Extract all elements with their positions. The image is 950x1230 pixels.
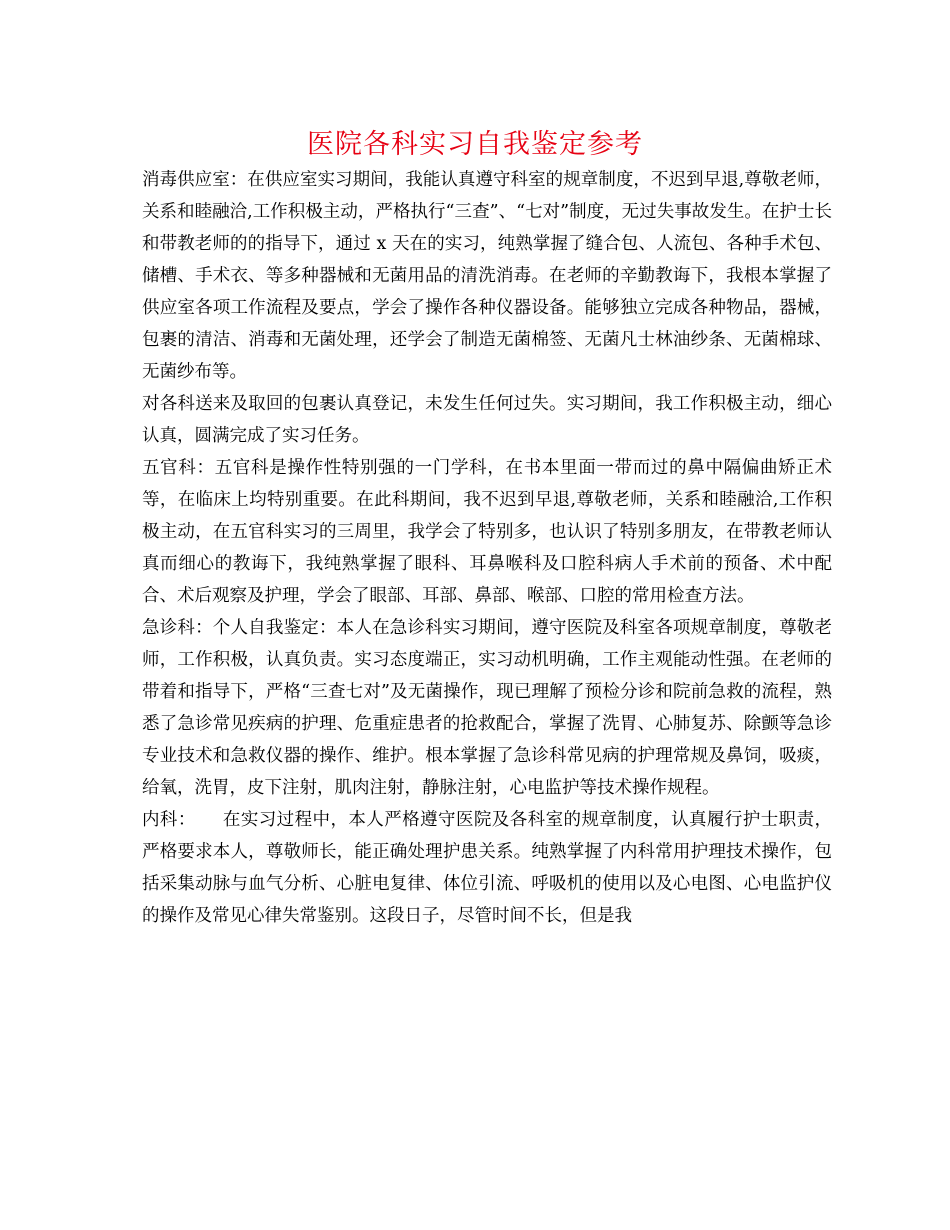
paragraph-emergency-department: 急诊科：个人自我鉴定：本人在急诊科实习期间，遵守医院及科室各项规章制度，尊敬老师，工作积极，认真负责。实习态度端正，实习动机明确，工作主观能动性强。在老师的带着和指导下，严格“三查七对”及无菌操作，现已理解了预检分诊和院前急救的流程，熟悉了急诊常见疾病的护理、危重症患者的抢救配合，掌握了洗胃、心肺复苏、除颤等急诊专业技术和急救仪器的操作、维护。根本掌握了急诊科常见病的护理常规及鼻饲，吸痰，给氧，洗胃，皮下注射，肌肉注射，静脉注射，心电监护等技术操作规程。	[142, 618, 832, 798]
document-title: 医院各科实习自我鉴定参考	[307, 129, 643, 160]
paragraph-package-registration: 对各科送来及取回的包裹认真登记，未发生任何过失。实习期间，我工作积极主动，细心认真，圆满完成了实习任务。	[142, 394, 832, 446]
paragraph-internal-medicine: 内科： 在实习过程中，本人严格遵守医院及各科室的规章制度，认真履行护士职责，严格要求本人，尊敬师长，能正确处理护患关系。纯熟掌握了内科常用护理技术操作，包括采集动脉与血气分析、心脏电复律、体位引流、呼吸机的使用以及心电图、心电监护仪的操作及常见心律失常鉴别。这段日子，尽管时间不长，但是我	[142, 810, 832, 926]
paragraph-ent-department: 五官科：五官科是操作性特别强的一门学科，在书本里面一带而过的鼻中隔偏曲矫正术等，在临床上均特别重要。在此科期间，我不迟到早退,尊敬老师，关系和睦融洽,工作积极主动，在五官科实习的三周里，我学会了特别多，也认识了特别多朋友，在带教老师认真而细心的教诲下，我纯熟掌握了眼科、耳鼻喉科及口腔科病人手术前的预备、术中配合、术后观察及护理，学会了眼部、耳部、鼻部、喉部、口腔的常用检查方法。	[142, 458, 832, 606]
paragraph-disinfection-supply: 消毒供应室：在供应室实习期间，我能认真遵守科室的规章制度，不迟到早退,尊敬老师，关系和睦融洽,工作积极主动，严格执行“三查”、“七对”制度，无过失事故发生。在护士长和带教老师的的指导下，通过 x 天在的实习，纯熟掌握了缝合包、人流包、各种手术包、储槽、手术衣、等多种器械和无菌用品的清洗消毒。在老师的辛勤教诲下，我根本掌握了供应室各项工作流程及要点，学会了操作各种仪器设备。能够独立完成各种物品，器械，包裹的清洁、消毒和无菌处理，还学会了制造无菌棉签、无菌凡士林油纱条、无菌棉球、无菌纱布等。	[142, 170, 832, 382]
document-body	[142, 164, 832, 932]
